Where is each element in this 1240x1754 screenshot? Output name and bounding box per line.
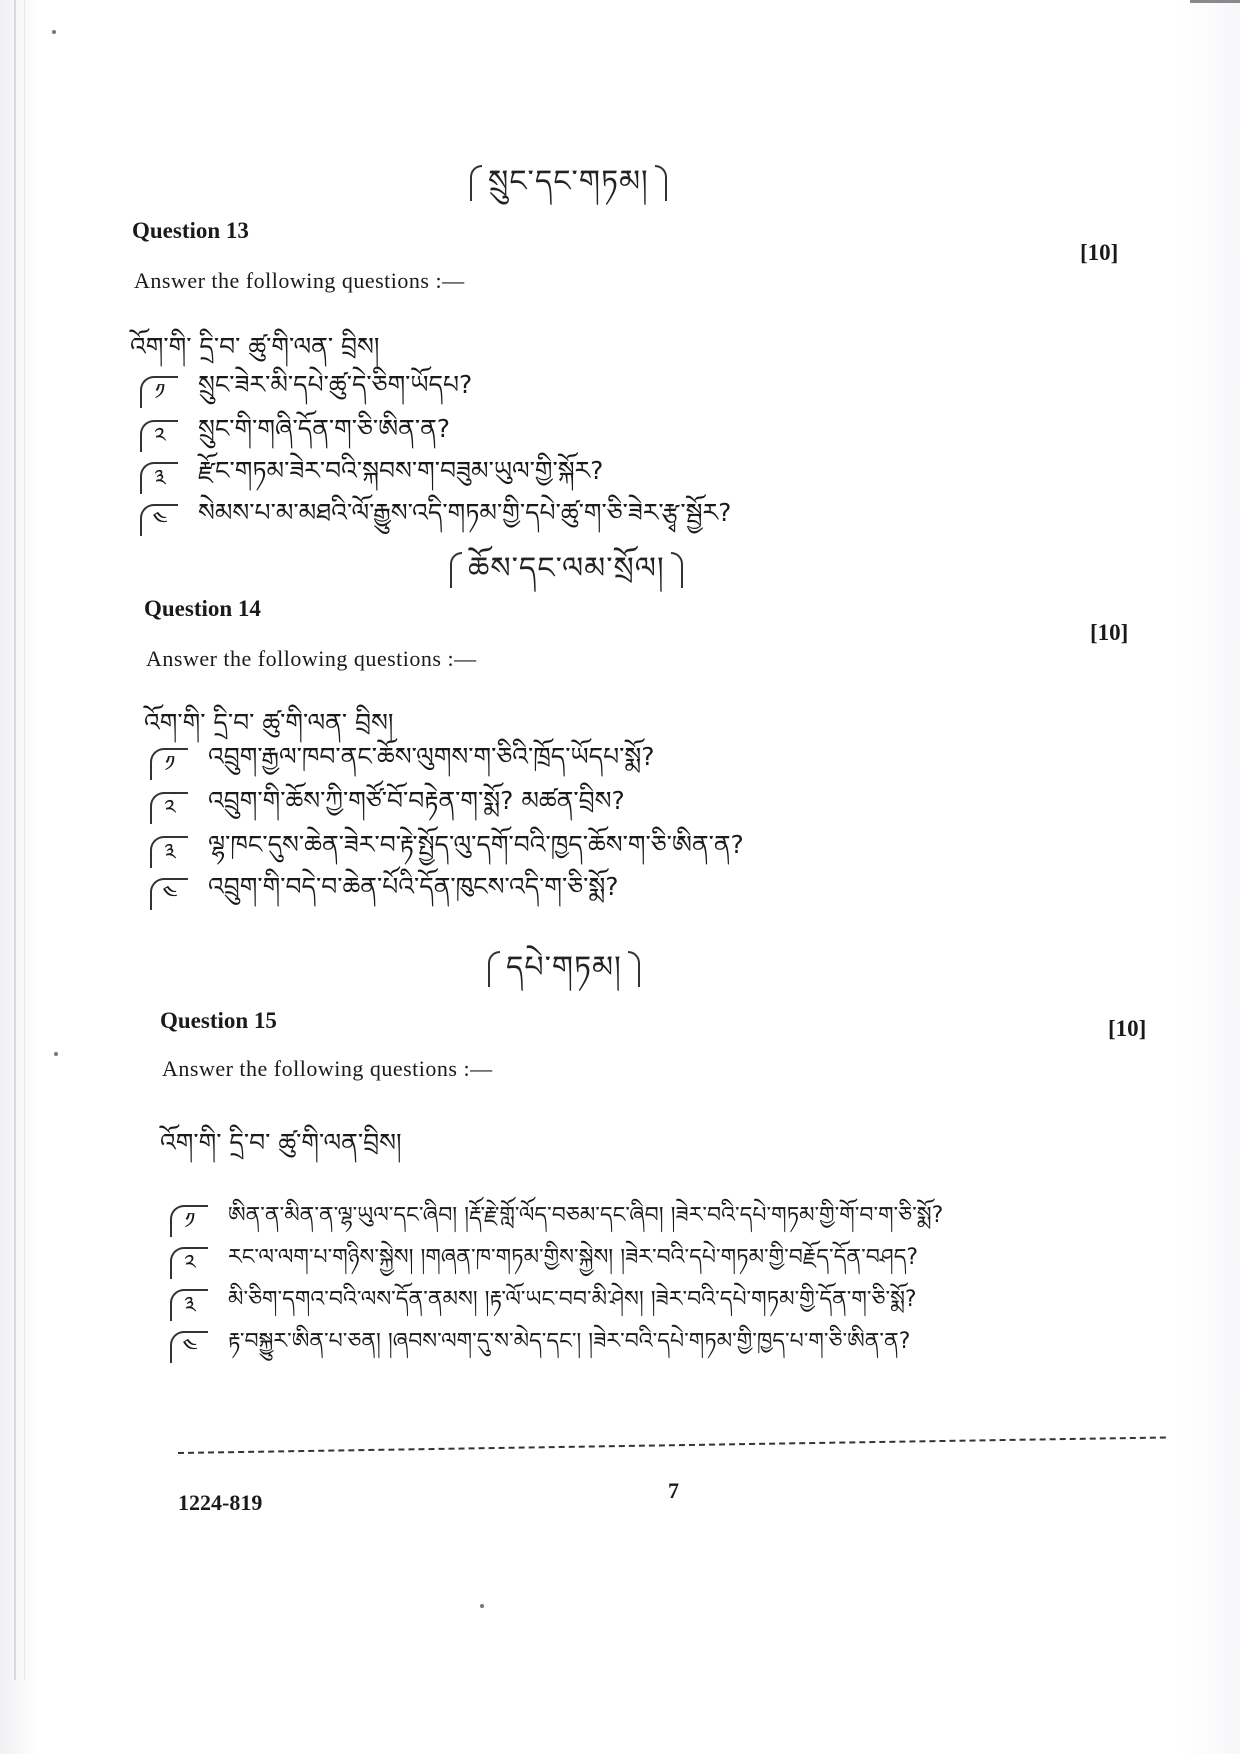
item-number: ༢ xyxy=(170,1247,208,1279)
item-text: ལྷ་ཁང་དུས་ཆེན་ཟེར་བ་རྟེ་སྤྱོད་ལུ་དགོ་བའི་ཁྱད་ཆོས་ག་ཅི་ཨིན་ན? xyxy=(208,830,744,859)
item-text: མི་ཅིག་དགའ་བའི་ལས་དོན་ནམས། །རྟ་ལོ་ཡང་བབ་མི་ཤེས། །ཟེར་བའི་དཔེ་གཏམ་གྱི་དོན་ག་ཅི་སྨོ? xyxy=(228,1287,917,1312)
page-edge-shadow xyxy=(14,0,16,1680)
item-number: ༤ xyxy=(170,1331,208,1363)
scan-speck xyxy=(52,30,56,34)
left-bracket-icon xyxy=(450,552,462,588)
question-instruction: Answer the following questions :— xyxy=(162,1056,493,1081)
left-bracket-icon xyxy=(470,165,482,201)
item-text: སྲུང་གི་གཞི་དོན་ག་ཅི་ཨིན་ན? xyxy=(198,414,451,443)
item-text: སྲུང་ཟེར་མི་དཔེ་ཚུ་དེ་ཅིག་ཡོདཔ? xyxy=(198,370,473,399)
item-text: རང་ལ་ལག་པ་གཉིས་སྐྱེས། །གཞན་ཁ་གཏམ་གྱིས་སྐྱེས། །ཟེར་བའི་དཔེ་གཏམ་གྱི་བརྗོད་དོན་བཤད? xyxy=(228,1245,919,1270)
scan-speck xyxy=(480,1604,484,1608)
item-number: ༡ xyxy=(150,748,188,780)
left-bracket-icon xyxy=(488,951,500,987)
paper-code: 1224-819 xyxy=(178,1490,263,1515)
question-heading: Question 13 xyxy=(132,218,249,243)
question-item xyxy=(170,1316,910,1378)
item-text: འབྲུག་གི་ཆོས་ཀྱི་གཙོ་བོ་བརྟེན་ག་སྨོ? མཚན་བྲིས? xyxy=(208,786,625,815)
question-instruction: Answer the following questions :— xyxy=(134,268,465,293)
scan-speck xyxy=(54,1052,58,1056)
corner-mark xyxy=(1190,0,1240,3)
item-text: འབྲུག་གི་བདེ་བ་ཆེན་པོའི་དོན་ཁུངས་འདི་ག་ཅི་སྨོ? xyxy=(208,872,619,901)
item-number: ༤ xyxy=(150,878,188,910)
item-text: རྫོང་གཏམ་ཟེར་བའི་སྐབས་ག་བཟུམ་ཡུལ་གྱི་སྐོར? xyxy=(198,456,604,485)
question-intro: འོག་གི་ དྲི་བ་ ཚུ་གི་ལན་ བྲིས། xyxy=(144,708,394,737)
question-heading: Question 14 xyxy=(144,596,261,621)
footer-dashed-rule xyxy=(178,1436,1166,1454)
item-number: ༣ xyxy=(150,836,188,868)
item-text: རྟ་བསྐྱུར་ཨིན་པ་ཅན། །ཞབས་ལག་དུ་ས་མེད་དང་། །ཟེར་བའི་དཔེ་གཏམ་གྱི་ཁྱད་པ་ག་ཅི་ཨིན་ན? xyxy=(228,1329,911,1354)
section-heading xyxy=(488,934,640,1018)
item-number: ༡ xyxy=(140,376,178,408)
item-text: ཨིན་ན་མིན་ན་ལྷ་ཡུལ་དང་ཞིབ། །རྡོ་རྗེ་གློ་ལོད་བཅམ་དང་ཞིབ། །ཟེར་བའི་དཔེ་གཏམ་གྱི་གོ་བ་ག་ཅི་སྨོ? xyxy=(228,1203,944,1228)
question-intro: འོག་གི་ དྲི་བ་ ཚུ་གི་ལན་བྲིས། xyxy=(160,1128,402,1157)
section-heading xyxy=(450,535,683,619)
question-marks: [10] xyxy=(1080,240,1119,265)
question-marks: [10] xyxy=(1108,1016,1147,1041)
question-marks: [10] xyxy=(1090,620,1129,645)
section-heading xyxy=(470,148,667,232)
item-text: འབྲུག་རྒྱལ་ཁབ་ནང་ཆོས་ལུགས་ག་ཅིའི་ཁྲོད་ཡོདཔ་སྨོ? xyxy=(208,742,655,771)
item-number: ༡ xyxy=(170,1205,208,1237)
item-text: སེམས་པ་མ་མཐའི་ལོ་རྒྱུས་འདི་གཏམ་གྱི་དཔེ་ཚུ་ག་ཅི་ཟེར་རྩྭ་སྦྱོར? xyxy=(198,498,732,527)
right-bracket-icon xyxy=(671,552,683,588)
question-intro: འོག་གི་ དྲི་བ་ ཚུ་གི་ལན་ བྲིས། xyxy=(130,332,380,361)
page-edge-line xyxy=(24,0,25,1680)
item-number: ༢ xyxy=(140,420,178,452)
question-item xyxy=(150,858,619,929)
page-number: 7 xyxy=(668,1478,679,1503)
question-instruction: Answer the following questions :— xyxy=(146,646,477,671)
item-number: ༤ xyxy=(140,504,178,536)
section-heading-text: ཆོས་དང་ལམ་སྲོལ། xyxy=(468,551,665,586)
right-bracket-icon xyxy=(655,165,667,201)
question-heading: Question 15 xyxy=(160,1008,277,1033)
item-number: ༣ xyxy=(140,462,178,494)
right-bracket-icon xyxy=(628,951,640,987)
item-number: ༢ xyxy=(150,792,188,824)
section-heading-text: དཔེ་གཏམ། xyxy=(506,950,622,985)
item-number: ༣ xyxy=(170,1289,208,1321)
section-heading-text: སྲུང་དང་གཏམ། xyxy=(488,164,649,199)
